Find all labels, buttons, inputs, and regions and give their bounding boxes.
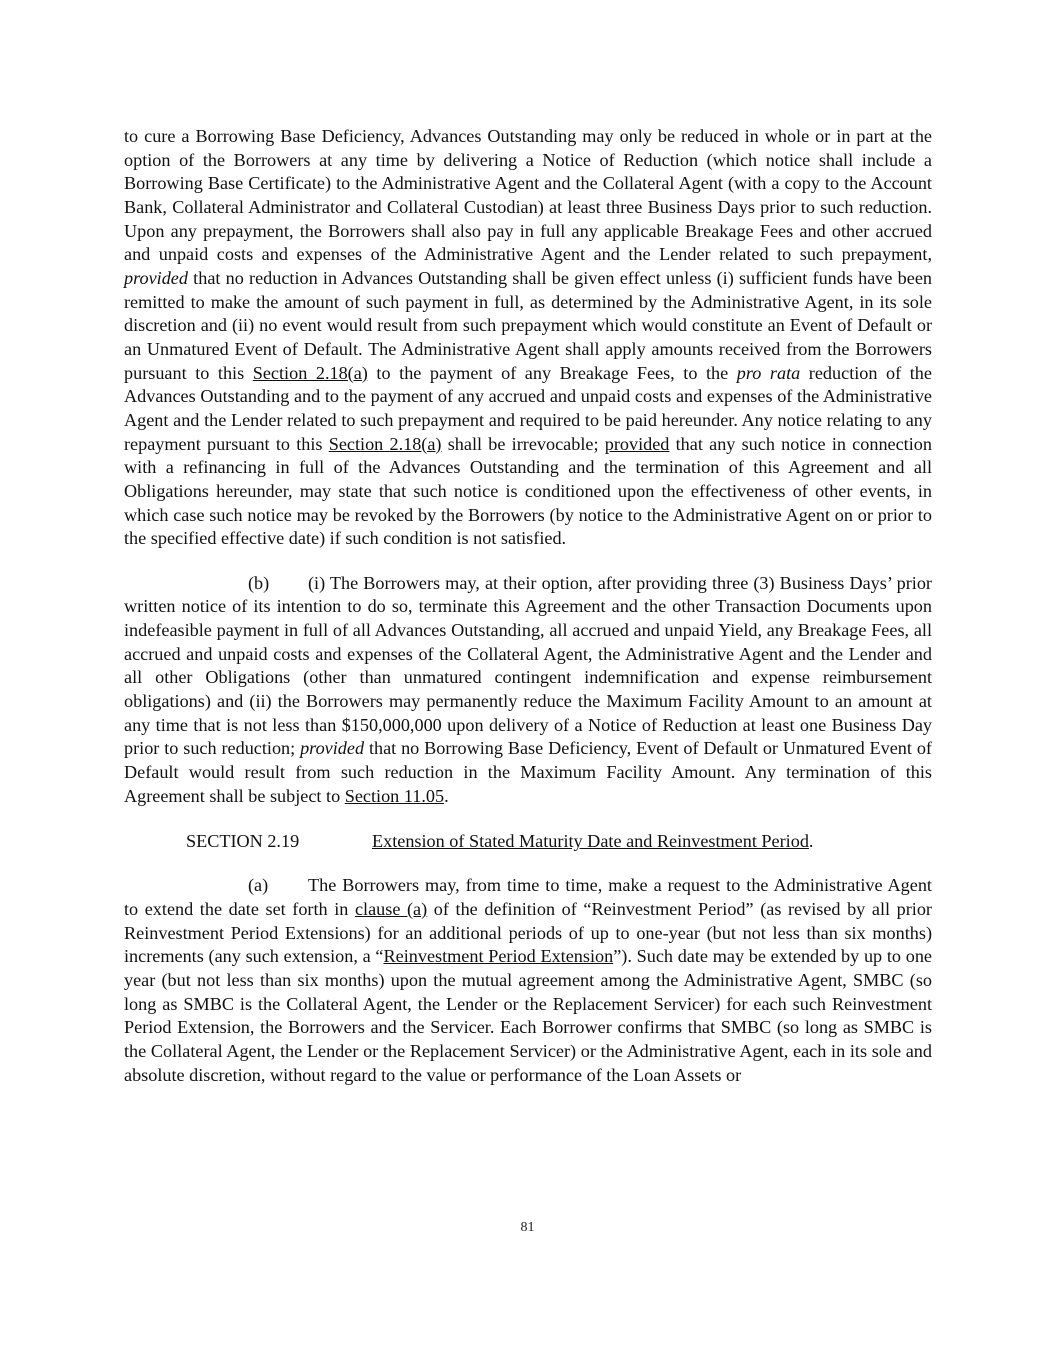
emphasis-text: provided <box>300 738 365 759</box>
cross-reference: Section 11.05 <box>344 785 445 806</box>
section-title: Extension of Stated Maturity Date and Reinvestment Period <box>372 831 809 852</box>
emphasis-text: pro rata <box>736 362 801 383</box>
body-text: that any such notice in connection with a refinancing in full of the Advances Outstanding and the termination of this Agreement and all Obligations hereunder, may state that such notice is conditioned upon the effectiveness of other events, in which case such notice may be revoked by the Borrowers (by notice to the Administrative Agent on or prior to the specified effective date) if such condition is not satisfied. <box>124 433 932 549</box>
body-text: (i) The Borrowers may, at their option, after providing three (3) Business Days’ prior written notice of its intention to do so, terminate this Agreement and the other Transaction Documents upon indefeasible payment in full of all Advances Outstanding, all accrued and unpaid Yield, any Breakage Fees, all accrued and unpaid costs and expenses of the Collateral Agent, the Administrative Agent and the Lender and all other Obligations (other than unmatured contingent indemnification and expense reimbursement obligations) and (ii) the Borrowers may permanently reduce the Maximum Facility Amount to an amount at any time that is not less than $150,000,000 upon delivery of a Notice of Reduction at least one Business Day prior to such reduction; <box>124 572 932 759</box>
cross-reference: Reinvestment Period Extension <box>383 946 614 967</box>
paragraph-prepayment <box>124 125 932 551</box>
body-text: shall be irrevocable; <box>441 433 605 454</box>
clause-label: (a) <box>248 875 269 896</box>
body-text: that no reduction in Advances Outstanding shall be given effect unless (i) sufficient funds have been remitted to make the amount of such payment in full, as determined by the Administrative Agent, in its sole discretion and (ii) no event would result from such prepayment which would constitute an Event of Default or an Unmatured Event of Default. The Administrative Agent shall apply amounts received from the Borrowers pursuant to this <box>124 267 932 383</box>
document-page <box>124 125 932 1087</box>
cross-reference: Section 2.18(a) <box>252 362 368 383</box>
clause-label: (b) <box>248 572 270 593</box>
body-text: The Borrowers may, from time to time, make a request to the Administrative Agent to extend the date set forth in <box>124 875 932 920</box>
paragraph-a-extension <box>124 874 932 1087</box>
section-heading: SECTION 2.19 Extension of Stated Maturity Date and Reinvestment Period. <box>186 831 814 852</box>
body-text: that no Borrowing Base Deficiency, Event of Default or Unmatured Event of Default would result from such reduction in the Maximum Facility Amount. Any termination of this Agreement shall be subject to <box>124 738 932 806</box>
cross-reference: clause (a) <box>354 899 428 920</box>
cross-reference: provided <box>604 433 670 454</box>
body-text: ”). Such date may be extended by up to one year (but not less than six months) upon the mutual agreement among the Administrative Agent, SMBC (so long as SMBC is the Collateral Agent, the Lender or the Replacement Servicer) for each such Reinvestment Period Extension, the Borrowers and the Servicer. Each Borrower confirms that SMBC (so long as SMBC is the Collateral Agent, the Lender or the Replacement Servicer) or the Administrative Agent, each in its sole and absolute discretion, without regard to the value or performance of the Loan Assets or <box>124 946 933 1085</box>
body-text: to the payment of any Breakage Fees, to the <box>367 362 737 383</box>
paragraph-b-termination <box>124 572 932 809</box>
body-text: . <box>444 785 449 806</box>
cross-reference: Section 2.18(a) <box>328 433 442 454</box>
section-number: SECTION 2.19 <box>186 831 300 852</box>
emphasis-text: provided <box>124 267 188 288</box>
body-text: reduction of the Advances Outstanding and to the payment of any accrued and unpaid costs and expenses of the Administrative Agent and the Lender related to such prepayment and required to be paid hereunder. Any notice relating to any repayment pursuant to this <box>124 362 932 454</box>
body-text: of the definition of “Reinvestment Period” (as revised by all prior Reinvestment Period Extensions) for an additional periods of up to one-year (but not less than six months) increments (any such extension, a “ <box>124 899 932 967</box>
body-text: to cure a Borrowing Base Deficiency, Advances Outstanding may only be reduced in whole or in part at the option of the Borrowers at any time by delivering a Notice of Reduction (which notice shall include a Borrowing Base Certificate) to the Administrative Agent and the Collateral Agent (with a copy to the Account Bank, Collateral Administrator and Collateral Custodian) at least three Business Days prior to such reduction. Upon any prepayment, the Borrowers shall also pay in full any applicable Breakage Fees and other accrued and unpaid costs and expenses of the Administrative Agent and the Lender related to such prepayment, <box>124 126 932 265</box>
page-number: 81 <box>520 1220 535 1235</box>
